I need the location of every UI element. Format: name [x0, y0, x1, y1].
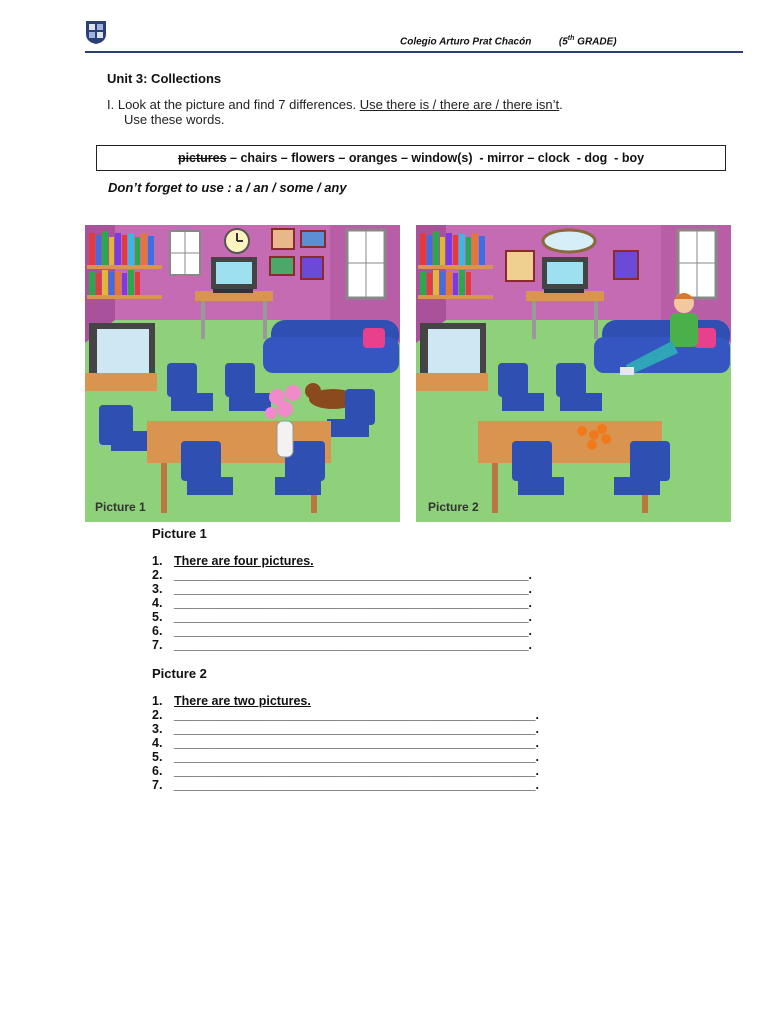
item-number: 6.	[152, 764, 163, 778]
list-item[interactable]	[152, 610, 532, 624]
list-item[interactable]	[152, 736, 539, 750]
picture-1-illustration	[85, 225, 400, 522]
item-number: 3.	[152, 722, 163, 736]
section-title-picture-1: Picture 1	[152, 526, 207, 541]
instruction-underlined: Use there is / there are / there isn’t	[359, 97, 560, 112]
instruction-line-2: Use these words.	[124, 112, 225, 127]
item-number: 1.	[152, 554, 163, 568]
item-number: 4.	[152, 736, 163, 750]
word-bank-words: – chairs – flowers – oranges – window(s) - mirror – clock - dog - boy	[226, 151, 645, 165]
example-answer: There are two pictures.	[174, 694, 311, 708]
item-number: 6.	[152, 624, 163, 638]
answer-blank[interactable]: ___________________________________________________.	[174, 582, 533, 596]
list-item[interactable]	[152, 750, 539, 764]
grade-suffix: GRADE)	[574, 36, 617, 48]
picture-1-label: Picture 1	[95, 500, 146, 514]
list-item	[152, 554, 314, 568]
answer-list-picture-1	[152, 554, 652, 654]
item-number: 2.	[152, 708, 163, 722]
answer-blank[interactable]: ____________________________________________________.	[174, 722, 539, 736]
list-item	[152, 694, 311, 708]
list-item[interactable]	[152, 596, 532, 610]
unit-title: Unit 3: Collections	[107, 71, 222, 86]
list-item[interactable]	[152, 582, 532, 596]
list-item[interactable]	[152, 708, 539, 722]
answer-blank[interactable]: ____________________________________________________.	[174, 708, 539, 722]
answer-blank[interactable]: ____________________________________________________.	[174, 750, 539, 764]
answer-blank[interactable]: ____________________________________________________.	[174, 736, 539, 750]
item-number: 7.	[152, 638, 163, 652]
picture-2-illustration	[416, 225, 731, 522]
answer-blank[interactable]: ___________________________________________________.	[174, 568, 533, 582]
answer-blank[interactable]: ___________________________________________________.	[174, 638, 533, 652]
answer-blank[interactable]: ____________________________________________________.	[174, 764, 539, 778]
answer-blank[interactable]: ___________________________________________________.	[174, 624, 533, 638]
item-number: 1.	[152, 694, 163, 708]
item-number: 5.	[152, 610, 163, 624]
school-name: Colegio Arturo Prat Chacón	[400, 36, 532, 48]
instruction-period: .	[559, 97, 563, 112]
section-title-picture-2: Picture 2	[152, 666, 207, 681]
word-bank-box	[96, 145, 726, 171]
school-header	[400, 35, 700, 47]
item-number: 3.	[152, 582, 163, 596]
answer-list-picture-2	[152, 694, 652, 794]
list-item[interactable]	[152, 764, 539, 778]
answer-blank[interactable]: ___________________________________________________.	[174, 596, 533, 610]
picture-2-label: Picture 2	[428, 500, 479, 514]
header-divider	[85, 51, 743, 53]
reminder-text: Don’t forget to use : a / an / some / any	[108, 180, 347, 195]
list-item[interactable]	[152, 778, 539, 792]
list-item[interactable]	[152, 638, 532, 652]
answer-blank[interactable]: ____________________________________________________.	[174, 778, 539, 792]
item-number: 7.	[152, 778, 163, 792]
instruction-line-1	[107, 97, 563, 112]
answer-blank[interactable]: ___________________________________________________.	[174, 610, 533, 624]
word-bank-struck-word: pictures	[177, 151, 227, 165]
grade-sup: th	[567, 35, 575, 42]
grade-prefix: (5	[558, 36, 568, 48]
list-item[interactable]	[152, 568, 532, 582]
school-crest-logo	[85, 20, 107, 45]
item-number: 2.	[152, 568, 163, 582]
instruction-text: I. Look at the picture and find 7 differences.	[107, 97, 360, 112]
item-number: 4.	[152, 596, 163, 610]
list-item[interactable]	[152, 722, 539, 736]
example-answer: There are four pictures.	[174, 554, 314, 568]
item-number: 5.	[152, 750, 163, 764]
list-item[interactable]	[152, 624, 532, 638]
